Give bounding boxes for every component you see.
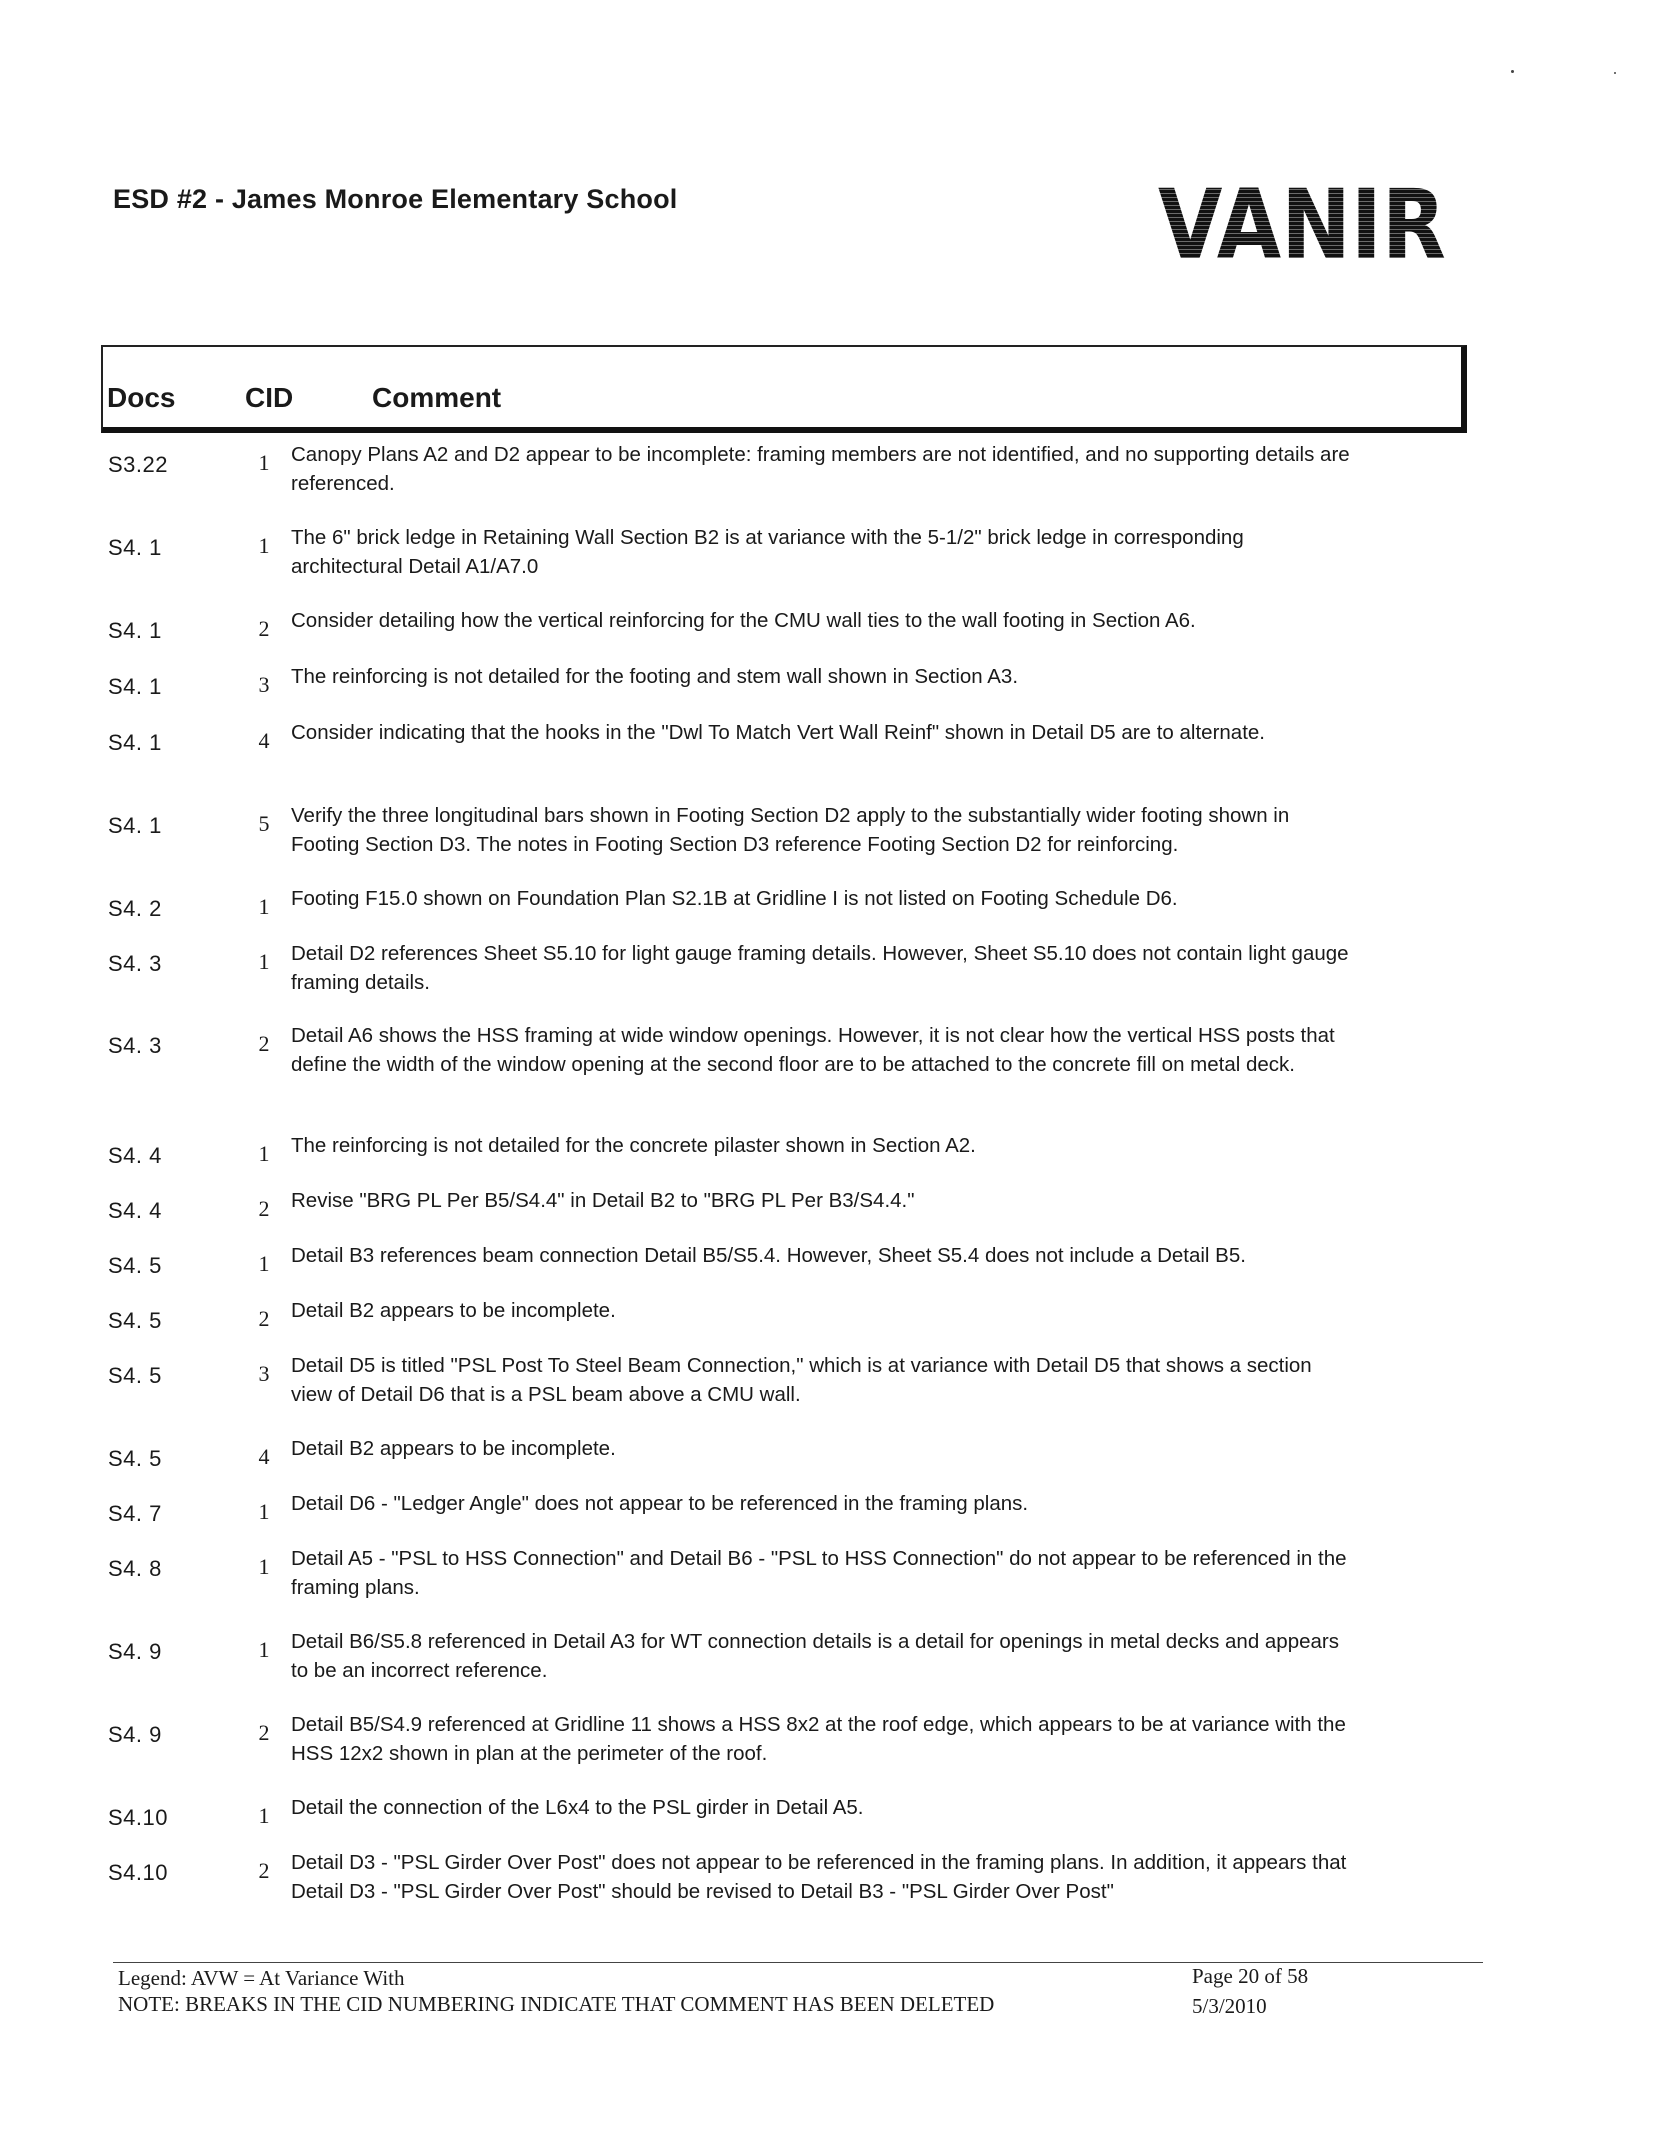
header-cid: CID <box>245 382 294 413</box>
page-number: Page 20 of 58 <box>1192 1964 1309 1988</box>
table-row <box>0 1793 1664 1848</box>
cid-cell: 3 <box>258 672 270 697</box>
doc-cell: S4. 5 <box>108 1363 162 1388</box>
table-row <box>0 1627 1664 1710</box>
comment-cell: Verify the three longitudinal bars shown in Footing Section D2 apply to the substantially wider footing shown in Footing Section D3. The notes in Footing Section D3 reference Footing Section D2 for reinforcing. <box>291 804 1290 856</box>
table-row <box>0 939 1664 1021</box>
table-row <box>0 606 1664 662</box>
comment-cell: Detail D2 references Sheet S5.10 for light gauge framing details. However, Sheet S5.10 does not contain light gauge framing details. <box>291 942 1349 994</box>
comment-cell: Detail D6 - "Ledger Angle" does not appear to be referenced in the framing plans. <box>291 1492 1029 1515</box>
comment-cell: Detail B2 appears to be incomplete. <box>291 1437 616 1460</box>
cid-cell: 2 <box>258 1858 270 1883</box>
cid-cell: 2 <box>258 1031 270 1056</box>
doc-cell: S4. 2 <box>108 896 162 921</box>
comment-cell: Canopy Plans A2 and D2 appear to be incomplete: framing members are not identified, and no supporting details are referenced. <box>291 443 1350 495</box>
doc-cell: S4. 9 <box>108 1639 162 1664</box>
comment-cell: The 6" brick ledge in Retaining Wall Section B2 is at variance with the 5-1/2" brick ledge in corresponding architectural Detail A1/A7.0 <box>291 526 1244 578</box>
table-row <box>0 1351 1664 1434</box>
cid-cell: 2 <box>258 1306 270 1331</box>
comment-cell: Detail B2 appears to be incomplete. <box>291 1299 616 1322</box>
doc-cell: S3.22 <box>108 452 168 477</box>
doc-cell: S4. 9 <box>108 1722 162 1747</box>
cid-cell: 1 <box>258 1251 270 1276</box>
comment-cell: Detail B6/S5.8 referenced in Detail A3 for WT connection details is a detail for openings in metal decks and appears to be an incorrect reference. <box>291 1630 1339 1682</box>
cid-cell: 3 <box>258 1361 270 1386</box>
footer-legend: Legend: AVW = At Variance With <box>118 1966 405 1990</box>
table-header-box <box>101 345 1467 433</box>
comment-cell: Detail A6 shows the HSS framing at wide window openings. However, it is not clear how the vertical HSS posts that define the width of the window opening at the second floor are to be attached to the concrete fill on metal deck. <box>291 1024 1335 1076</box>
comment-cell: The reinforcing is not detailed for the footing and stem wall shown in Section A3. <box>291 665 1019 688</box>
comment-cell: Detail B3 references beam connection Detail B5/S5.4. However, Sheet S5.4 does not include a Detail B5. <box>291 1244 1246 1267</box>
table-row <box>0 1186 1664 1241</box>
comment-cell: Detail A5 - "PSL to HSS Connection" and Detail B6 - "PSL to HSS Connection" do not appear to be referenced in the framing plans. <box>291 1547 1347 1599</box>
table-row <box>0 1489 1664 1544</box>
comment-cell: Detail D5 is titled "PSL Post To Steel Beam Connection," which is at variance with Detail D5 that shows a section view of Detail D6 that is a PSL beam above a CMU wall. <box>291 1354 1312 1406</box>
comment-cell: Revise "BRG PL Per B5/S4.4" in Detail B2 to "BRG PL Per B3/S4.4." <box>291 1189 915 1212</box>
cid-cell: 1 <box>258 1499 270 1524</box>
table-row <box>0 440 1664 523</box>
cid-cell: 1 <box>258 533 270 558</box>
table-row <box>0 1544 1664 1627</box>
cid-cell: 1 <box>258 1803 270 1828</box>
comment-cell: Detail the connection of the L6x4 to the PSL girder in Detail A5. <box>291 1796 864 1819</box>
document-date: 5/3/2010 <box>1192 1994 1267 2018</box>
comment-cell: Footing F15.0 shown on Foundation Plan S2.1B at Gridline I is not listed on Footing Schedule D6. <box>291 887 1178 910</box>
table-row <box>0 1296 1664 1351</box>
table-row <box>0 1131 1664 1186</box>
doc-cell: S4. 1 <box>108 813 162 838</box>
table-row <box>0 523 1664 606</box>
footer-divider <box>113 1962 1483 1963</box>
comment-cell: The reinforcing is not detailed for the concrete pilaster shown in Section A2. <box>291 1134 976 1157</box>
cid-cell: 4 <box>258 728 270 753</box>
cid-cell: 1 <box>258 450 270 475</box>
comment-cell: Consider indicating that the hooks in the "Dwl To Match Vert Wall Reinf" shown in Detail D5 are to alternate. <box>291 721 1265 744</box>
comment-cell: Consider detailing how the vertical reinforcing for the CMU wall ties to the wall footing in Section A6. <box>291 609 1196 632</box>
cid-cell: 2 <box>258 1196 270 1221</box>
doc-cell: S4. 1 <box>108 535 162 560</box>
logo-text: VANIR <box>1158 169 1446 281</box>
cid-cell: 1 <box>258 1554 270 1579</box>
cid-cell: 1 <box>258 949 270 974</box>
table-row <box>0 1241 1664 1296</box>
doc-cell: S4. 1 <box>108 674 162 699</box>
table-row <box>0 884 1664 939</box>
doc-cell: S4. 3 <box>108 1033 162 1058</box>
doc-cell: S4. 8 <box>108 1556 162 1581</box>
cid-cell: 5 <box>258 811 270 836</box>
doc-cell: S4. 4 <box>108 1143 162 1168</box>
table-row <box>0 1710 1664 1793</box>
table-row <box>0 801 1664 884</box>
document-title: ESD #2 - James Monroe Elementary School <box>113 184 678 214</box>
cid-cell: 1 <box>258 894 270 919</box>
doc-cell: S4. 1 <box>108 618 162 643</box>
table-row <box>0 662 1664 718</box>
doc-cell: S4. 4 <box>108 1198 162 1223</box>
doc-cell: S4. 1 <box>108 730 162 755</box>
cid-cell: 2 <box>258 616 270 641</box>
table-row <box>0 1848 1664 1931</box>
doc-cell: S4. 5 <box>108 1308 162 1333</box>
table-row <box>0 718 1664 801</box>
scan-speck <box>1614 72 1616 74</box>
cid-cell: 1 <box>258 1637 270 1662</box>
doc-cell: S4. 7 <box>108 1501 162 1526</box>
header-comment: Comment <box>372 382 502 413</box>
cid-cell: 2 <box>258 1720 270 1745</box>
table-row <box>0 1434 1664 1489</box>
cid-cell: 1 <box>258 1141 270 1166</box>
comment-cell: Detail D3 - "PSL Girder Over Post" does not appear to be referenced in the framing plans. In addition, it appears that Detail D3 - "PSL Girder Over Post" should be revised to Detail B3 - "PSL Girder Over Post" <box>291 1851 1347 1903</box>
doc-cell: S4. 5 <box>108 1446 162 1471</box>
comment-cell: Detail B5/S4.9 referenced at Gridline 11 shows a HSS 8x2 at the roof edge, which appears to be at variance with the HSS 12x2 shown in plan at the perimeter of the roof. <box>291 1713 1346 1765</box>
doc-cell: S4.10 <box>108 1860 168 1885</box>
doc-cell: S4. 5 <box>108 1253 162 1278</box>
vanir-logo <box>1156 169 1448 281</box>
header-docs: Docs <box>107 382 176 413</box>
comment-table-body <box>0 440 1664 1931</box>
footer-note: NOTE: BREAKS IN THE CID NUMBERING INDICATE THAT COMMENT HAS BEEN DELETED <box>118 1992 995 2016</box>
table-row <box>0 1021 1664 1131</box>
doc-cell: S4. 3 <box>108 951 162 976</box>
cid-cell: 4 <box>258 1444 270 1469</box>
scan-speck <box>1511 70 1514 73</box>
doc-cell: S4.10 <box>108 1805 168 1830</box>
